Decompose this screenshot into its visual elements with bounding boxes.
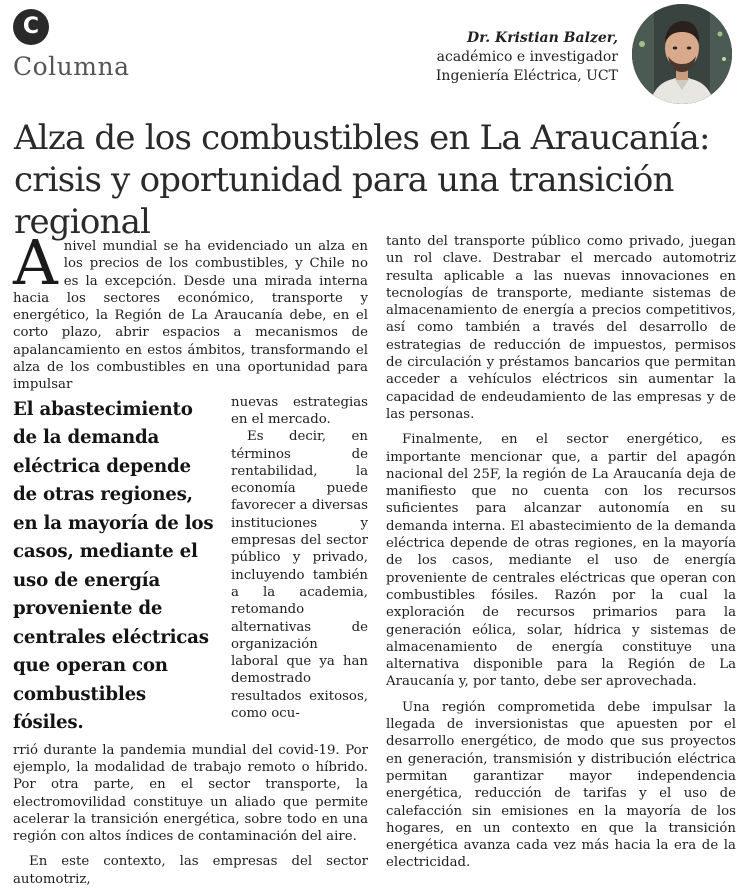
article-headline [14, 117, 744, 243]
section-label: Columna [13, 52, 130, 81]
author-photo [632, 4, 732, 104]
section-badge: C [13, 9, 49, 45]
paragraph-intro [13, 226, 368, 394]
article-column-left [13, 226, 368, 888]
drop-cap: A [13, 226, 58, 299]
headline-line-2: crisis y oportunidad para una transición regional [14, 160, 674, 242]
author-affiliation: Ingeniería Eléctrica, UCT [435, 68, 618, 84]
paragraph-energy: Finalmente, en el sector energético, es importante mencionar que, a partir del apagón nacional del 25F, la región de La Araucanía deja de manifiesto que no cuenta con los recursos suficientes para alcanzar autonomía en su demanda interna. El abastecimiento de la demanda eléctrica depende de otras regiones, en la mayoría de los casos, mediante el uso de energía proveniente de centrales eléctricas que operan con combustibles fósiles. Razón por la cual la exploración de recursos primarios para la generación eólica, solar, hídrica y sistemas de almacenamiento de energía constituye una alternativa disponible para la Región de La Araucanía y, por tanto, debe ser aprovechada. [386, 432, 736, 690]
pull-quote: El abastecimiento de la demanda eléctrica depende de otras regiones, en la mayoría de los casos, mediante el uso de energía proveniente de centrales eléctricas que operan con combustibles fósiles. [13, 398, 214, 734]
author-byline [436, 29, 618, 86]
paragraph-conclusion: Una región comprometida debe impulsar la llegada de inversionistas que apuesten por el desarrollo energético, de modo que sus proyectos en generación, transmisión y distribución eléctrica permitan garantizar mayor independencia energética, reducción de tarifas y el uso de calefacción sin emisiones en la mayoría de los hogares, en un contexto en que la transición energética avanza cada vez más hacia la era de la electricidad. [386, 699, 736, 871]
headline-line-1: Alza de los combustibles en La Araucanía: [14, 118, 710, 158]
paragraph-profitability: Es decir, en términos de rentabilidad, la economía puede favorecer a diversas instituciones y empresas del sector público y privado, incluyendo también a la academia, retomando alternativas de organización laboral que ya han demostrado resultados exitosos, como ocu- [231, 429, 368, 722]
author-portrait [632, 4, 732, 104]
paragraph-automotive-start: En este contexto, las empresas del sector automotriz, [13, 854, 368, 887]
paragraph-intro-end: nuevas estrategias en el mercado. [231, 394, 368, 427]
author-role: académico e investigador [436, 49, 618, 65]
paragraph-profitability-cont: rrió durante la pandemia mundial del covid-19. Por ejemplo, la modalidad de trabajo remoto o híbrido. Por otra parte, en el sector transporte, la electromovilidad constituye un aliado que permite acelerar la transición energética, sobre todo en una región con altos índices de contaminación del aire. [13, 742, 368, 845]
author-name: Dr. Kristian Balzer, [467, 30, 618, 46]
paragraph-intro-text: nivel mundial se ha evidenciado un alza en los precios de los combustibles, y Chile no es la excepción. Desde una mirada interna hacia los sectores económico, transporte y energético, la Región de La Araucanía debe, en el corto plazo, abrir espacios a mecanismos de apalancamiento en estos ámbitos, transformando el alza de los combustibles en una oportunidad para impulsar [13, 239, 368, 393]
paragraph-automotive-cont: tanto del transporte público como privado, juegan un rol clave. Destrabar el mercado automotriz resulta aplicable a las nuevas innovaciones en tecnologías de transporte, mediante sistemas de almacenamiento de energía a precios competitivos, así como también a través del desarrollo de estrategias de reducción de impuestos, permisos de circulación y préstamos bancarios que permitan acceder a vehículos eléctricos sin aumentar la capacidad de endeudamiento de las empresas y de las personas. [386, 234, 736, 422]
article-column-right [386, 233, 736, 872]
